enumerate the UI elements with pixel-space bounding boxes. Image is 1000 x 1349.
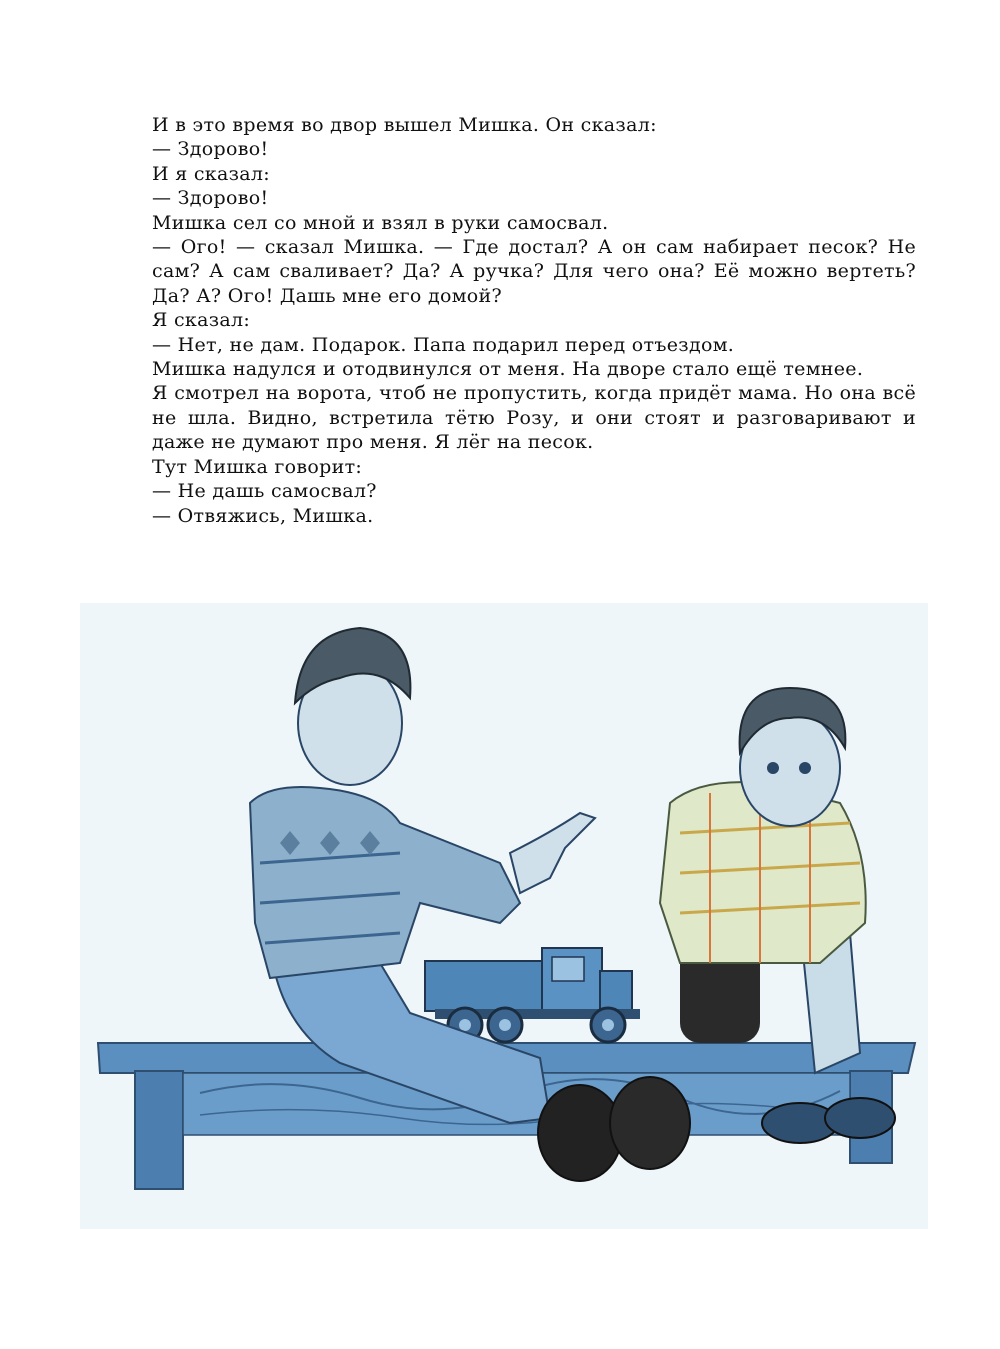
paragraph: И в это время во двор вышел Мишка. Он сказал: — [152, 114, 657, 136]
paragraph: Я сказал: — [152, 309, 251, 332]
paragraph: — Не дашь самосвал? — [152, 480, 377, 503]
paragraph: — Нет, не дам. Подарок. Папа подарил перед отъездом. — [152, 333, 735, 356]
paragraph: Мишка надулся и отодвинулся от меня. На дворе стало ещё темнее. — [152, 358, 864, 381]
paragraph: — Здорово! — [152, 138, 269, 161]
paragraph: — Здорово! — [152, 187, 269, 210]
paragraph: — Отвяжись, Мишка. — [152, 504, 374, 527]
story-text — [152, 113, 916, 528]
illustration-two-boys-on-bench — [80, 603, 928, 1229]
paragraph: Я смотрел на ворота, чтоб не пропустить, когда придёт мама. Но она всё не шла. Видно, встретила тётю Розу, и они стоят и разговаривают и даже не думают про меня. Я лёг на песок. — [152, 382, 916, 454]
paragraph: Мишка сел со мной и взял в руки самосвал. — [152, 211, 609, 234]
paragraph: — Ого! — сказал Мишка. — Где достал? А он сам набирает песок? Не сам? А сам сваливает? Да? А ручка? Для чего она? Её можно вертеть? Да? А? Ого! Дашь мне его домой? — [152, 236, 916, 307]
paragraph: И я сказал: — [152, 162, 270, 185]
paragraph: Тут Мишка говорит: — [152, 455, 363, 478]
